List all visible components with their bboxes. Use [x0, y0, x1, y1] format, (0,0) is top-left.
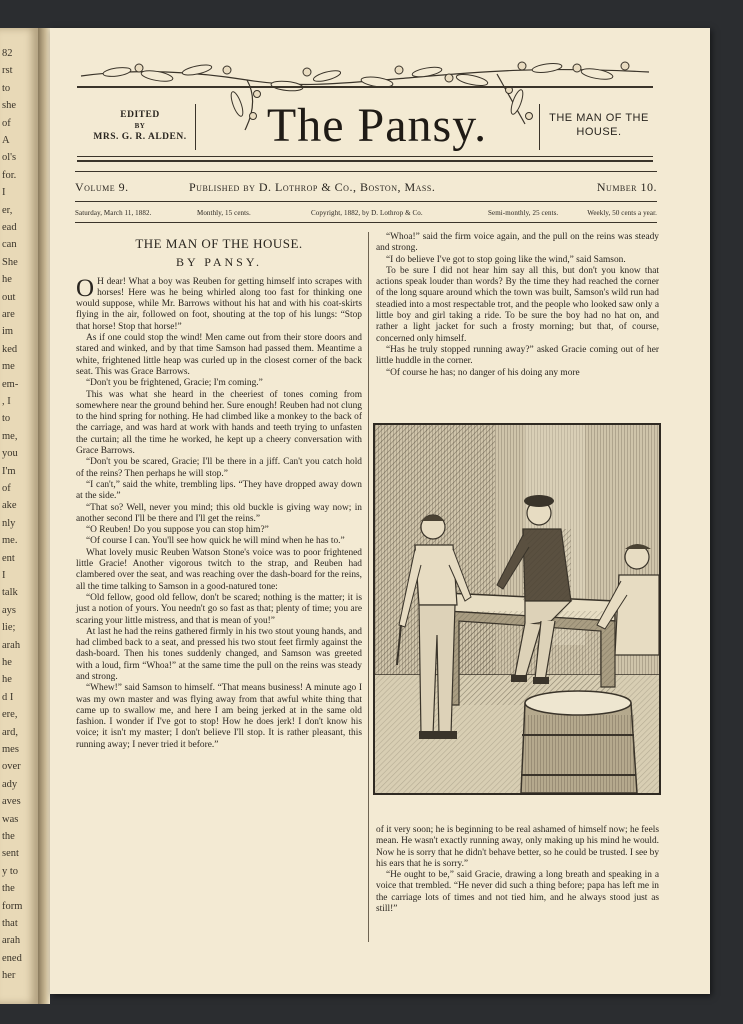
copyright: Copyright, 1882, by D. Lothrop & Co.	[311, 209, 423, 217]
story-paragraph: This was what she heard in the cheeriest of tones coming from somewhere near the ground behind her. Sure enough! Reuben had not clung to the hind spring for nothing. He had climbed like a monkey to the back of the carriage, and was hard at work with hands and teeth trying to unfasten the curtain; all the time he worked, he kept up a cheery conversation with Grace Barrows.	[76, 389, 362, 457]
previous-page-fragment: you	[2, 448, 18, 460]
right-paragraphs	[376, 232, 659, 379]
edited-label: EDITED	[120, 110, 160, 120]
masthead	[77, 58, 653, 162]
volume-label: Volume 9.	[75, 180, 129, 194]
by-label: BY	[134, 122, 146, 130]
right-paragraphs-after-image	[376, 825, 659, 915]
previous-page-fragment: rst	[2, 65, 13, 77]
story-paragraph: “O Reuben! Do you suppose you can stop him?”	[86, 525, 269, 536]
previous-page-fragment: her	[2, 970, 16, 982]
previous-page-fragment: was	[2, 813, 19, 825]
previous-page-fragment: A	[2, 135, 10, 146]
story-paragraph: “Old fellow, good old fellow, don't be scared; nothing is the matter; it is just a notion of yours. You needn't go so fast as that; plenty of time; you are scaring your little mistress, and that is mean of you!”	[76, 592, 362, 626]
page	[50, 28, 710, 994]
previous-page-fragment: are	[2, 309, 15, 320]
previous-page-fragment: aves	[2, 796, 21, 808]
issue-date: Saturday, March 11, 1882.	[75, 209, 152, 217]
publication-row	[75, 180, 657, 196]
previous-page-fragment: the	[2, 831, 15, 842]
drop-cap: O	[76, 274, 95, 302]
previous-page-fragment: ked	[2, 343, 18, 355]
previous-page-fragment: he	[2, 674, 12, 686]
previous-page-fragment: ays	[2, 604, 16, 616]
previous-page-fragment: the	[2, 883, 15, 895]
magazine-title: The Pansy.	[266, 99, 488, 152]
previous-page-fragment: that	[2, 918, 18, 929]
right-column-bottom	[376, 825, 659, 915]
previous-page-fragment: em-	[2, 378, 19, 390]
story-paragraph: “I do believe I've got to stop going like the wind,” said Samson.	[386, 254, 626, 265]
previous-page-fragment: I	[2, 570, 6, 581]
previous-page-fragment: ake	[2, 500, 17, 512]
story-paragraph	[76, 274, 362, 333]
story-paragraph: As if one could stop the wind! Men came out from their store doors and stared and winked, and by that time Samson had passed them. Meantime a white, frightened little heap was curled up in the closest corner of the back seat. This was Grace Barrows.	[76, 333, 362, 377]
engraving-illustration	[373, 423, 661, 795]
previous-page-edge	[0, 28, 39, 1004]
previous-page-fragment: arah	[2, 935, 21, 947]
previous-page-fragment: for.	[2, 169, 17, 181]
story-paragraph: “Of course he has; no danger of his doing any more	[386, 367, 580, 378]
previous-page-fragment: d I	[2, 691, 14, 703]
editor-credit	[83, 110, 197, 143]
left-column	[76, 235, 362, 751]
previous-page-fragment: of	[2, 117, 11, 129]
previous-page-fragment: ol's	[2, 152, 17, 164]
previous-page-fragment: me,	[2, 430, 18, 442]
story-paragraph: “He ought to be,” said Gracie, drawing a long breath and speaking in a voice that trembled. “He never did such a thing before; papa has left me in the carriage lots of times and not tied him, and he always stood just as still!”	[376, 870, 659, 915]
previous-page-fragment: 82	[2, 48, 13, 59]
story-paragraph: “Of course I can. You'll see how quick he will mind when he has to.”	[86, 536, 345, 547]
previous-page-fragment: y to	[2, 865, 19, 877]
previous-page-fragment: of	[2, 483, 11, 494]
previous-page-fragment: over	[2, 761, 21, 773]
previous-page-fragment: she	[2, 100, 16, 112]
previous-page-fragment: nly	[2, 517, 16, 529]
previous-page-fragment: can	[2, 239, 17, 251]
story-paragraph: “Whew!” said Samson to himself. “That means business! A minute ago I was my own master and was flying away from that awful white thing that came up to swallow me, and here I am being jerked at in the same old fashion. I wonder if I've got to stop! How he does jerk! I don't know his voice; it isn't my master; I don't believe I'll stop. It is rather pleasant, this running away; I never tried it before.”	[76, 683, 362, 750]
story-paragraph: What lovely music Reuben Watson Stone's voice was to poor frightened little Gracie! Another vigorous twitch to the strap, and Reuben had clambered over the seat, and was reaching over the dash-board for the reins, all the time talking to Samson in a good-natured tone:	[76, 547, 362, 592]
previous-page-fragment: im	[2, 326, 14, 338]
issue-number: Number 10.	[596, 180, 657, 194]
previous-page-fragment: to	[2, 82, 11, 94]
story-paragraph: “Don't you be scared, Gracie; I'll be there in a jiff. Can't you catch hold of the reins? Then perhaps he will stop.”	[76, 457, 362, 479]
story-paragraph: “Has he truly stopped running away?” asked Gracie coming out of her little huddle in the corner.	[376, 344, 659, 367]
previous-page-fragment: sent	[2, 848, 19, 860]
previous-page-fragment: ened	[2, 952, 22, 964]
previous-page-fragment: form	[2, 900, 23, 912]
semimonthly-price: Semi-monthly, 25 cents.	[488, 209, 559, 217]
publisher-label: Published by D. Lothrop & Co., Boston, Mass.	[189, 180, 436, 194]
story-paragraph: “That so? Well, never you mind; this old buckle is giving way now; in another second I'll be there and I'll get the reins.”	[76, 502, 362, 524]
left-paragraphs	[76, 274, 362, 751]
previous-page-fragment: lie;	[2, 622, 16, 634]
weekly-price: Weekly, 50 cents a year.	[587, 209, 657, 217]
header-rule-middle	[75, 201, 657, 202]
right-column-top	[376, 232, 659, 379]
previous-page-fragment: ere,	[2, 709, 18, 721]
column-divider	[368, 232, 369, 942]
previous-page-fragment: I	[2, 187, 6, 199]
previous-page-fragment: me	[2, 361, 15, 373]
previous-page-fragment: arah	[2, 639, 21, 651]
story-paragraph: “I can't,” said the white, trembling lips. “They have dropped away down at the side.”	[76, 479, 362, 502]
story-paragraph: “Whoa!” said the firm voice again, and the pull on the reins was steady and strong.	[376, 232, 659, 254]
story-title: THE MAN OF THE HOUSE.	[135, 236, 303, 251]
story-tag: THE MAN OF THE HOUSE.	[549, 112, 649, 138]
previous-page-fragment: mes	[2, 744, 19, 755]
previous-page-fragment: I'm	[2, 465, 16, 477]
previous-page-fragment: he	[2, 274, 12, 286]
previous-page-fragment: talk	[2, 587, 18, 599]
story-paragraph: To be sure I did not hear him say all this, but don't you know that actions speak louder than words? By the time they had reached the corner of the long square around which the town was built, Samson's wild run had steadied into a most respectable trot, and the people who looked saw only a little boy and girl taking a ride. To be sure the boy had no hat on, and rather a light jacket for such a frosty morning; but that, of course, concerned only himself.	[376, 265, 659, 344]
previous-page-fragment: ent	[2, 552, 15, 564]
previous-page-fragment: ady	[2, 778, 18, 790]
monthly-price: Monthly, 15 cents.	[197, 209, 251, 217]
story-paragraph: “Don't you be frightened, Gracie; I'm coming.”	[86, 378, 263, 389]
book-spine	[38, 28, 50, 1004]
previous-page-fragment: me.	[2, 535, 18, 547]
previous-page-fragment: out	[2, 291, 16, 303]
previous-page-fragment: to	[2, 413, 11, 425]
story-paragraph: At last he had the reins gathered firmly in his two stout young hands, and had climbed back to a seat, and pressed his two stout feet firmly against the dash-board. Then his tones suddenly changed, and Samson was greeted with a loud, firm “Whoa!” at the same time the pull on the reins was steady and strong.	[76, 626, 362, 682]
editor-name: MRS. G. R. ALDEN.	[93, 132, 187, 142]
previous-page-fragment: , I	[2, 396, 11, 407]
previous-page-fragment: ead	[2, 222, 17, 233]
header-rule-top	[75, 171, 657, 172]
previous-page-fragment: ard,	[2, 726, 19, 738]
story-paragraph: of it very soon; he is beginning to be real ashamed of himself now; he feels mean. He wasn't exactly running away, only making up his mind he would. Now he is sorry that he didn't behave better, so he could be trusted. I see by his ears that he is sorry.”	[376, 825, 660, 869]
header-rule-bottom	[75, 222, 657, 223]
boys-in-barn-engraving	[375, 425, 659, 793]
previous-page-fragment: he	[2, 657, 12, 668]
story-paragraph-text: H dear! What a boy was Reuben for getting himself into scrapes with horses! Here was he being whirled along too fast for thinking one would suppose, while Mr. Barrows without his hat and with his coat-skirts flying in the air, followed on foot, shouting at the top of his lungs: “Stop that horse! Stop that horse!”	[76, 276, 362, 332]
story-byline: BY PANSY.	[176, 255, 262, 270]
previous-page-fragment: She	[2, 256, 18, 268]
previous-page-fragment: er,	[2, 204, 13, 216]
